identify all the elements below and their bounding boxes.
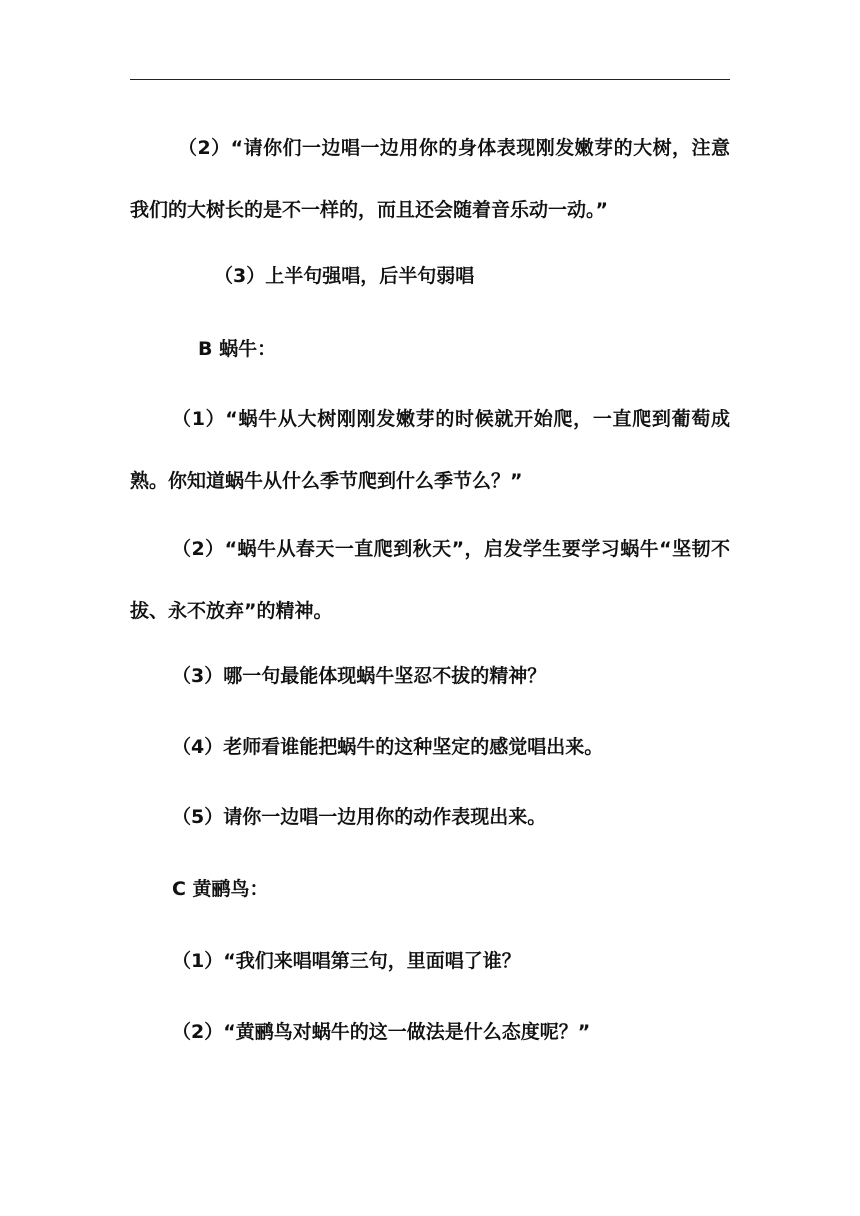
paragraph-snail-sing-firmly: （4）老师看谁能把蜗牛的这种坚定的感觉唱出来。 bbox=[172, 736, 604, 758]
paragraph-tree-dynamics: （3）上半句强唱，后半句弱唱 bbox=[214, 265, 475, 287]
paragraph-tree-body-movement: （2）“请你们一边唱一边用你的身体表现刚发嫩芽的大树，注意我们的大树长的是不一样的，而且还会随着音乐动一动。” bbox=[130, 137, 730, 221]
header-rule bbox=[130, 79, 730, 80]
paragraph-snail-actions: （5）请你一边唱一边用你的动作表现出来。 bbox=[172, 806, 547, 828]
paragraph-snail-question: （1）“蜗牛从大树刚刚发嫩芽的时候就开始爬，一直爬到葡萄成熟。你知道蜗牛从什么季节爬到什么季节么？” bbox=[130, 408, 730, 492]
paragraph-snail-which-line: （3）哪一句最能体现蜗牛坚忍不拔的精神？ bbox=[172, 665, 547, 687]
paragraph-snail-spirit: （2）“蜗牛从春天一直爬到秋天”，启发学生要学习蜗牛“坚韧不拔、永不放弃”的精神。 bbox=[130, 538, 730, 622]
paragraph-oriole-attitude: （2）“黄鹂鸟对蜗牛的这一做法是什么态度呢？” bbox=[172, 1021, 591, 1043]
section-heading-snail: B 蜗牛： bbox=[198, 338, 277, 360]
section-heading-oriole: C 黄鹂鸟： bbox=[172, 878, 269, 900]
paragraph-oriole-third-line: （1）“我们来唱唱第三句，里面唱了谁？ bbox=[172, 950, 521, 972]
